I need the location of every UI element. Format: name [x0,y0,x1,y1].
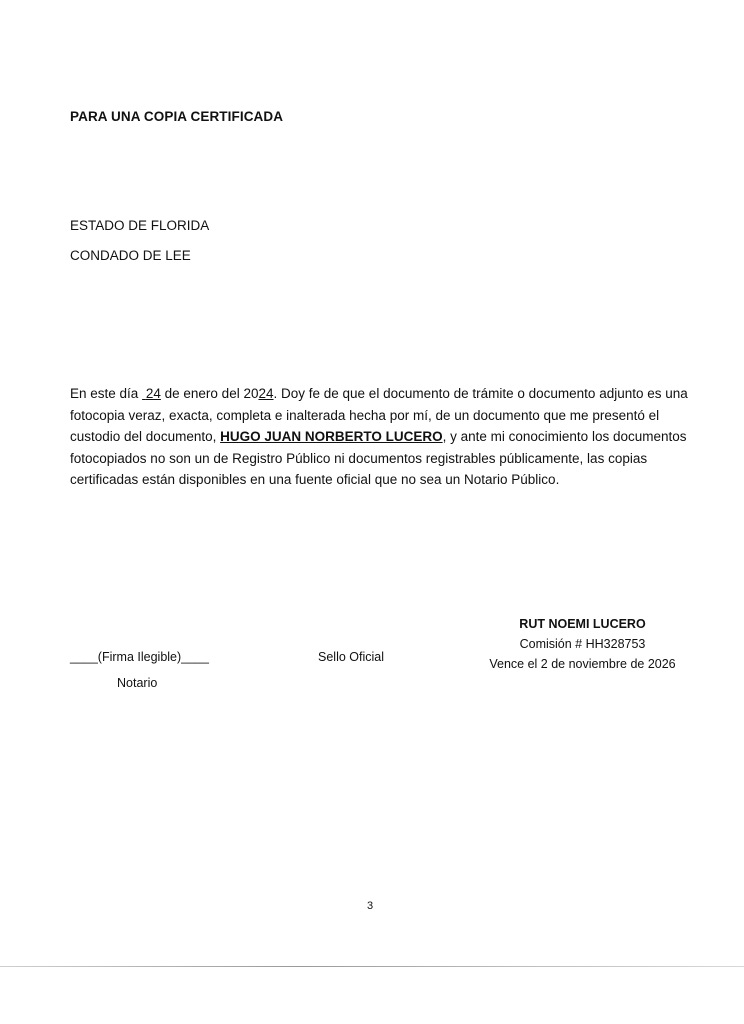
notary-expiration: Vence el 2 de noviembre de 2026 [489,657,676,671]
day-value: 24 [145,386,161,401]
county-line: CONDADO DE LEE [70,248,191,263]
scan-edge-divider [0,966,744,967]
page-number: 3 [367,900,374,912]
official-seal-label: Sello Oficial [318,650,384,664]
notary-info-block [480,614,685,674]
body-text-part: de enero del 20 [164,386,259,401]
custodian-name: HUGO JUAN NORBERTO LUCERO [220,429,443,444]
notary-commission: Comisión # HH328753 [519,637,646,651]
body-text-part: . Doy fe de que el documento de trámite o documento adjunto es una fotocopia veraz, exacta, completa e inalterada hecha por mí, de un documento que me presentó el custodio del documento, [70,386,688,444]
body-text-part: , y ante mi conocimiento los documentos fotocopiados no son un de Registro Público ni documentos registrables públicamente, las copias certificadas están disponibles en una fuente oficial que no sea un Notario Público. [70,429,687,487]
signature-line: ____(Firma Ilegible)____ [70,650,209,664]
notary-name: RUT NOEMI LUCERO [519,617,646,631]
body-text-part: En este día [70,386,139,401]
state-line: ESTADO DE FLORIDA [70,218,210,233]
document-heading: PARA UNA COPIA CERTIFICADA [70,109,284,124]
signature-role: Notario [117,676,158,690]
certification-paragraph [70,383,690,491]
year-suffix-value: 24 [258,386,274,401]
